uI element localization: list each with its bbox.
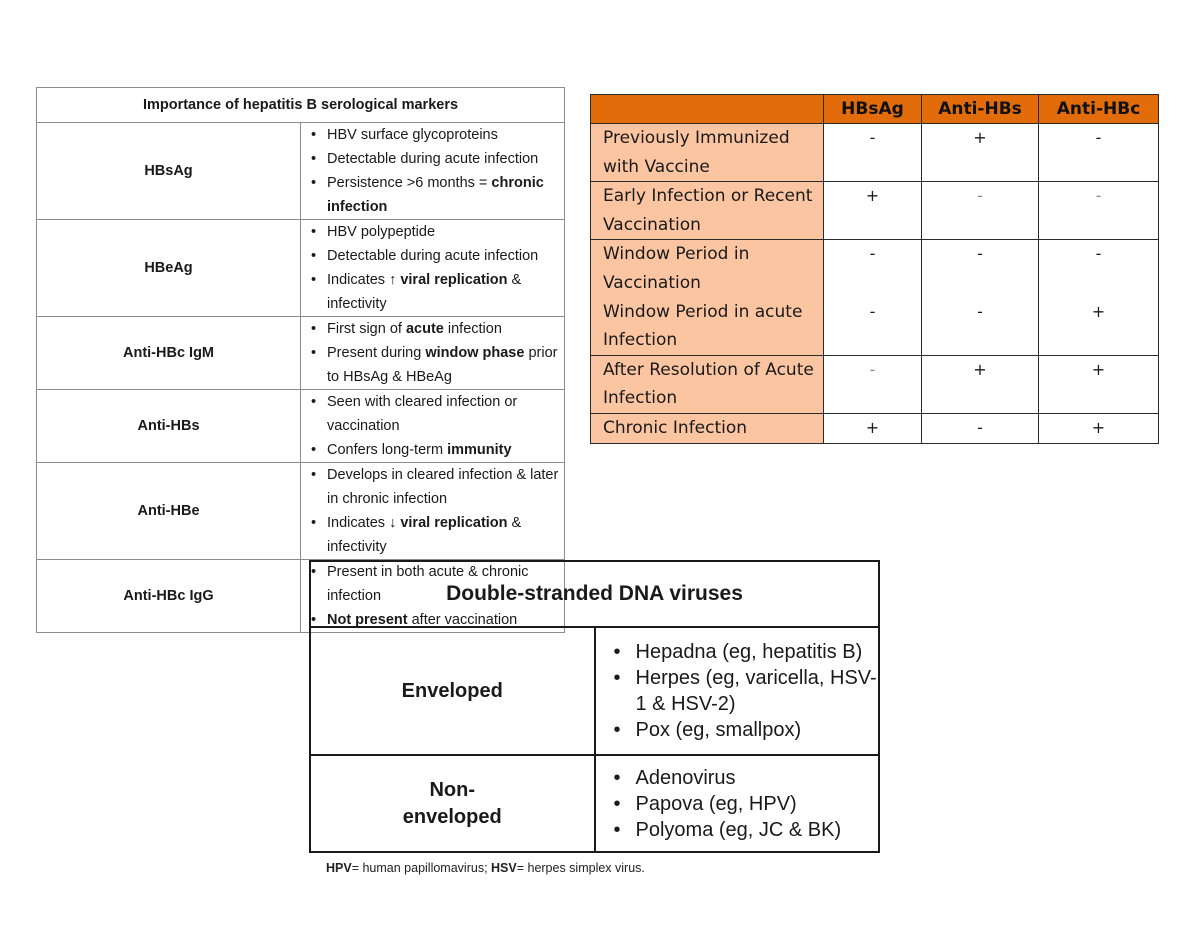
marker-row (37, 390, 565, 463)
text-run: prior to HBsAg & HBeAg (327, 345, 558, 385)
marker-bullets (309, 317, 564, 389)
virus-item: • Polyoma (eg, JC & BK) (612, 817, 879, 843)
text-run: Present in both acute & chronic infection (327, 564, 529, 604)
bullet-item (309, 268, 564, 316)
text-run: Detectable during acute infection (327, 151, 539, 167)
virus-item: • Hepadna (eg, hepatitis B) (612, 639, 879, 665)
bullet-item (309, 463, 564, 511)
virus-item: • Papova (eg, HPV) (612, 791, 879, 817)
marker-description (301, 220, 565, 317)
marker-bullets (309, 123, 564, 219)
text-run: Detectable during acute infection (327, 248, 539, 264)
result-cell: + (1039, 413, 1159, 443)
text-run: Confers long-term (327, 442, 448, 458)
interpretation-row (591, 240, 1159, 298)
marker-bullets (309, 220, 564, 316)
result-cell: - (824, 355, 922, 413)
marker-name: HBeAg (37, 220, 301, 317)
scenario-label: Chronic Infection (591, 413, 824, 443)
result-cell: + (922, 355, 1039, 413)
marker-description (301, 123, 565, 220)
bold-text: HPV (326, 861, 352, 875)
marker-bullets (309, 463, 564, 559)
result-cell: - (922, 298, 1039, 356)
result-cell: + (922, 124, 1039, 182)
virus-row (310, 627, 879, 755)
bold-text: viral replication (400, 515, 508, 531)
virus-category (310, 627, 595, 755)
result-cell: - (1039, 182, 1159, 240)
interpretation-row (591, 355, 1159, 413)
marker-bullets (309, 390, 564, 462)
text-run: First sign of (327, 321, 406, 337)
scenario-label: After Resolution of Acute Infection (591, 355, 824, 413)
marker-row (37, 220, 565, 317)
result-cell: + (824, 182, 922, 240)
category-line: enveloped (402, 805, 502, 828)
virus-item: • Adenovirus (612, 765, 879, 791)
result-cell: - (922, 182, 1039, 240)
interpretation-row (591, 298, 1159, 356)
marker-name: Anti-HBs (37, 390, 301, 463)
marker-description (301, 463, 565, 560)
header-anti-hbs: Anti-HBs (922, 95, 1039, 124)
virus-bullets (612, 639, 879, 743)
virus-category (310, 755, 595, 852)
text-run: Seen with cleared infection or vaccination (327, 394, 518, 434)
result-cell: - (824, 298, 922, 356)
result-cell: - (1039, 124, 1159, 182)
interpretation-row (591, 124, 1159, 182)
text-run: Present during (327, 345, 426, 361)
text-run: Indicates ↑ (327, 272, 401, 288)
virus-bullets (612, 765, 879, 843)
text-run: Indicates ↓ (327, 515, 401, 531)
text-run: Persistence >6 months = (327, 175, 492, 191)
hbv-interpretation-table (590, 94, 1159, 444)
scenario-label: Early Infection or Recent Vaccination (591, 182, 824, 240)
bullet-item (309, 341, 564, 389)
virus-list (595, 755, 880, 852)
bold-text: immunity (447, 442, 512, 458)
result-cell: - (824, 124, 922, 182)
text-run: & infectivity (327, 272, 522, 312)
bullet-item (309, 123, 564, 147)
marker-name: Anti-HBc IgM (37, 317, 301, 390)
bullet-item (309, 390, 564, 438)
bullet-item (309, 511, 564, 559)
result-cell: - (922, 413, 1039, 443)
interpretation-row (591, 182, 1159, 240)
result-cell: - (824, 240, 922, 298)
text-run: after vaccination (407, 612, 518, 628)
text-run: Develops in cleared infection & later in chronic infection (327, 467, 559, 507)
text-run: & infectivity (327, 515, 522, 555)
dna-table-footnote (326, 861, 645, 875)
bullet-item (309, 220, 564, 244)
bold-text: Not present (327, 612, 408, 628)
bullet-item (309, 244, 564, 268)
bold-text: chronic infection (327, 175, 544, 215)
category-line: Enveloped (401, 679, 503, 702)
marker-row (37, 317, 565, 390)
result-cell: + (1039, 298, 1159, 356)
bullet-item (309, 147, 564, 171)
marker-row (37, 123, 565, 220)
scenario-label: Previously Immunized with Vaccine (591, 124, 824, 182)
bullet-item (309, 317, 564, 341)
bullet-item (309, 438, 564, 462)
marker-description (301, 390, 565, 463)
result-cell: + (1039, 355, 1159, 413)
virus-item: • Pox (eg, smallpox) (612, 717, 879, 743)
marker-description (301, 317, 565, 390)
dsdna-viruses-table (309, 560, 880, 853)
category-line: Non- (429, 778, 476, 801)
result-cell: - (1039, 240, 1159, 298)
hbv-markers-table (36, 87, 565, 633)
marker-name: Anti-HBc IgG (37, 560, 301, 633)
result-cell: + (824, 413, 922, 443)
text-run: HBV polypeptide (327, 224, 436, 240)
marker-row (37, 463, 565, 560)
virus-list (595, 627, 880, 755)
text-run: HBV surface glycoproteins (327, 127, 498, 143)
scenario-label: Window Period in Vaccination (591, 240, 824, 298)
header-anti-hbc: Anti-HBc (1039, 95, 1159, 124)
header-hbsag: HBsAg (824, 95, 922, 124)
interpretation-row (591, 413, 1159, 443)
dna-table-title: Double-stranded DNA viruses (310, 561, 879, 627)
text-run: = herpes simplex virus. (516, 861, 645, 875)
marker-name: Anti-HBe (37, 463, 301, 560)
scenario-label: Window Period in acute Infection (591, 298, 824, 356)
text-run: infection (443, 321, 502, 337)
bold-text: HSV (491, 861, 517, 875)
text-run: = human papillomavirus; (351, 861, 492, 875)
virus-row (310, 755, 879, 852)
virus-item: • Herpes (eg, varicella, HSV-1 & HSV-2) (612, 665, 879, 717)
result-cell: - (922, 240, 1039, 298)
markers-table-title: Importance of hepatitis B serological markers (37, 88, 565, 123)
bold-text: acute (405, 321, 444, 337)
bold-text: viral replication (400, 272, 508, 288)
bullet-item (309, 171, 564, 219)
marker-name: HBsAg (37, 123, 301, 220)
interpretation-corner-cell (591, 95, 824, 124)
bold-text: window phase (425, 345, 525, 361)
